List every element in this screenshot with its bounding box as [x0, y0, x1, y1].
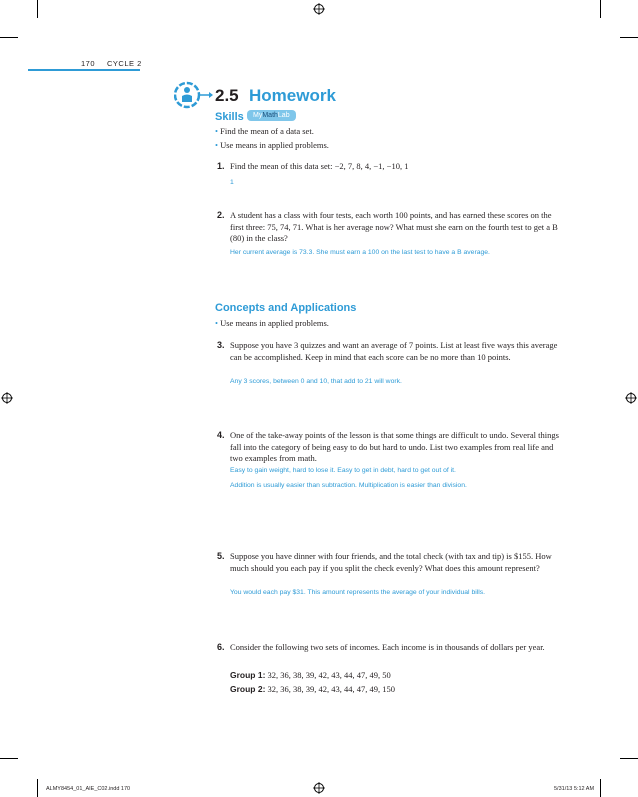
answer-text: Her current average is 73.3. She must earn a 100 on the last test to have a B average.	[230, 249, 490, 256]
concept-bullet: • Use means in applied problems.	[215, 318, 329, 328]
problem-number: 3.	[217, 340, 225, 350]
skill-bullet: • Use means in applied problems.	[215, 140, 329, 150]
skill-bullet: • Find the mean of a data set.	[215, 126, 314, 136]
problem-text: A student has a class with four tests, each worth 100 points, and has earned these scores on the first three: 75, 74, 71. What is her average now? What must she earn on the fourth test to get a B (80) in the class?	[230, 210, 558, 243]
registration-mark-icon	[625, 392, 637, 404]
slug-filename: ALMY8454_01_AIE_C02.indd 170	[46, 786, 131, 792]
problem-text: Suppose you have 3 quizzes and want an average of 7 points. List at least five ways this average can be accomplished. Keep in mind that each score can be no more than 10 points.	[230, 340, 558, 362]
crop-mark	[620, 37, 638, 38]
answer-text: Any 3 scores, between 0 and 10, that add to 21 will work.	[230, 378, 402, 385]
crop-mark	[620, 758, 638, 759]
crop-mark	[37, 0, 38, 18]
crop-mark	[600, 0, 601, 18]
group-2-data: Group 2: 32, 36, 38, 39, 42, 43, 44, 47, 49, 150	[230, 684, 396, 694]
crop-mark	[600, 779, 601, 797]
problem-number: 1.	[217, 161, 225, 171]
registration-mark-icon	[1, 392, 13, 404]
answer-text: You would each pay $31. This amount represents the average of your individual bills.	[230, 589, 486, 596]
registration-mark-icon	[313, 3, 325, 15]
problem-number: 6.	[217, 642, 225, 652]
answer-text: Addition is usually easier than subtraction. Multiplication is easier than division.	[230, 482, 467, 489]
person-arrow-icon	[174, 81, 216, 109]
problem-text: Suppose you have dinner with four friends, and the total check (with tax and tip) is $155. How much should you each pay if you split the check evenly? What does this amount represent?	[230, 551, 552, 573]
problem-text: Find the mean of this data set: −2, 7, 8, 4, −1, −10, 1	[230, 161, 409, 171]
concepts-heading: Concepts and Applications	[215, 302, 357, 314]
registration-mark-icon	[313, 782, 325, 794]
problem-number: 4.	[217, 430, 225, 440]
page-number: 170	[81, 59, 96, 68]
group-1-data: Group 1: 32, 36, 38, 39, 42, 43, 44, 47, 49, 50	[230, 670, 391, 680]
crop-mark	[37, 779, 38, 797]
problem-text: One of the take-away points of the lesson is that some things are difficult to undo. Several things fall into the category of being easy to do but hard to undo. List two examples from real life and two examples from math.	[230, 430, 559, 463]
slug-date: 5/31/13 5:12 AM	[554, 786, 595, 792]
answer-text: Easy to gain weight, hard to lose it. Easy to get in debt, hard to get out of it.	[230, 467, 456, 474]
mymathlab-badge: MyMathLab	[247, 110, 296, 121]
answer-text: 1	[230, 179, 234, 186]
header-rule	[28, 69, 140, 71]
section-title: Homework	[249, 86, 336, 105]
problem-text: Consider the following two sets of incomes. Each income is in thousands of dollars per year.	[230, 642, 545, 652]
crop-mark	[0, 758, 18, 759]
section-number: 2.5	[215, 86, 239, 105]
problem-number: 5.	[217, 551, 225, 561]
problem-number: 2.	[217, 210, 225, 220]
cycle-label: CYCLE 2	[107, 59, 142, 68]
skills-heading: Skills	[215, 111, 244, 123]
crop-mark	[0, 37, 18, 38]
